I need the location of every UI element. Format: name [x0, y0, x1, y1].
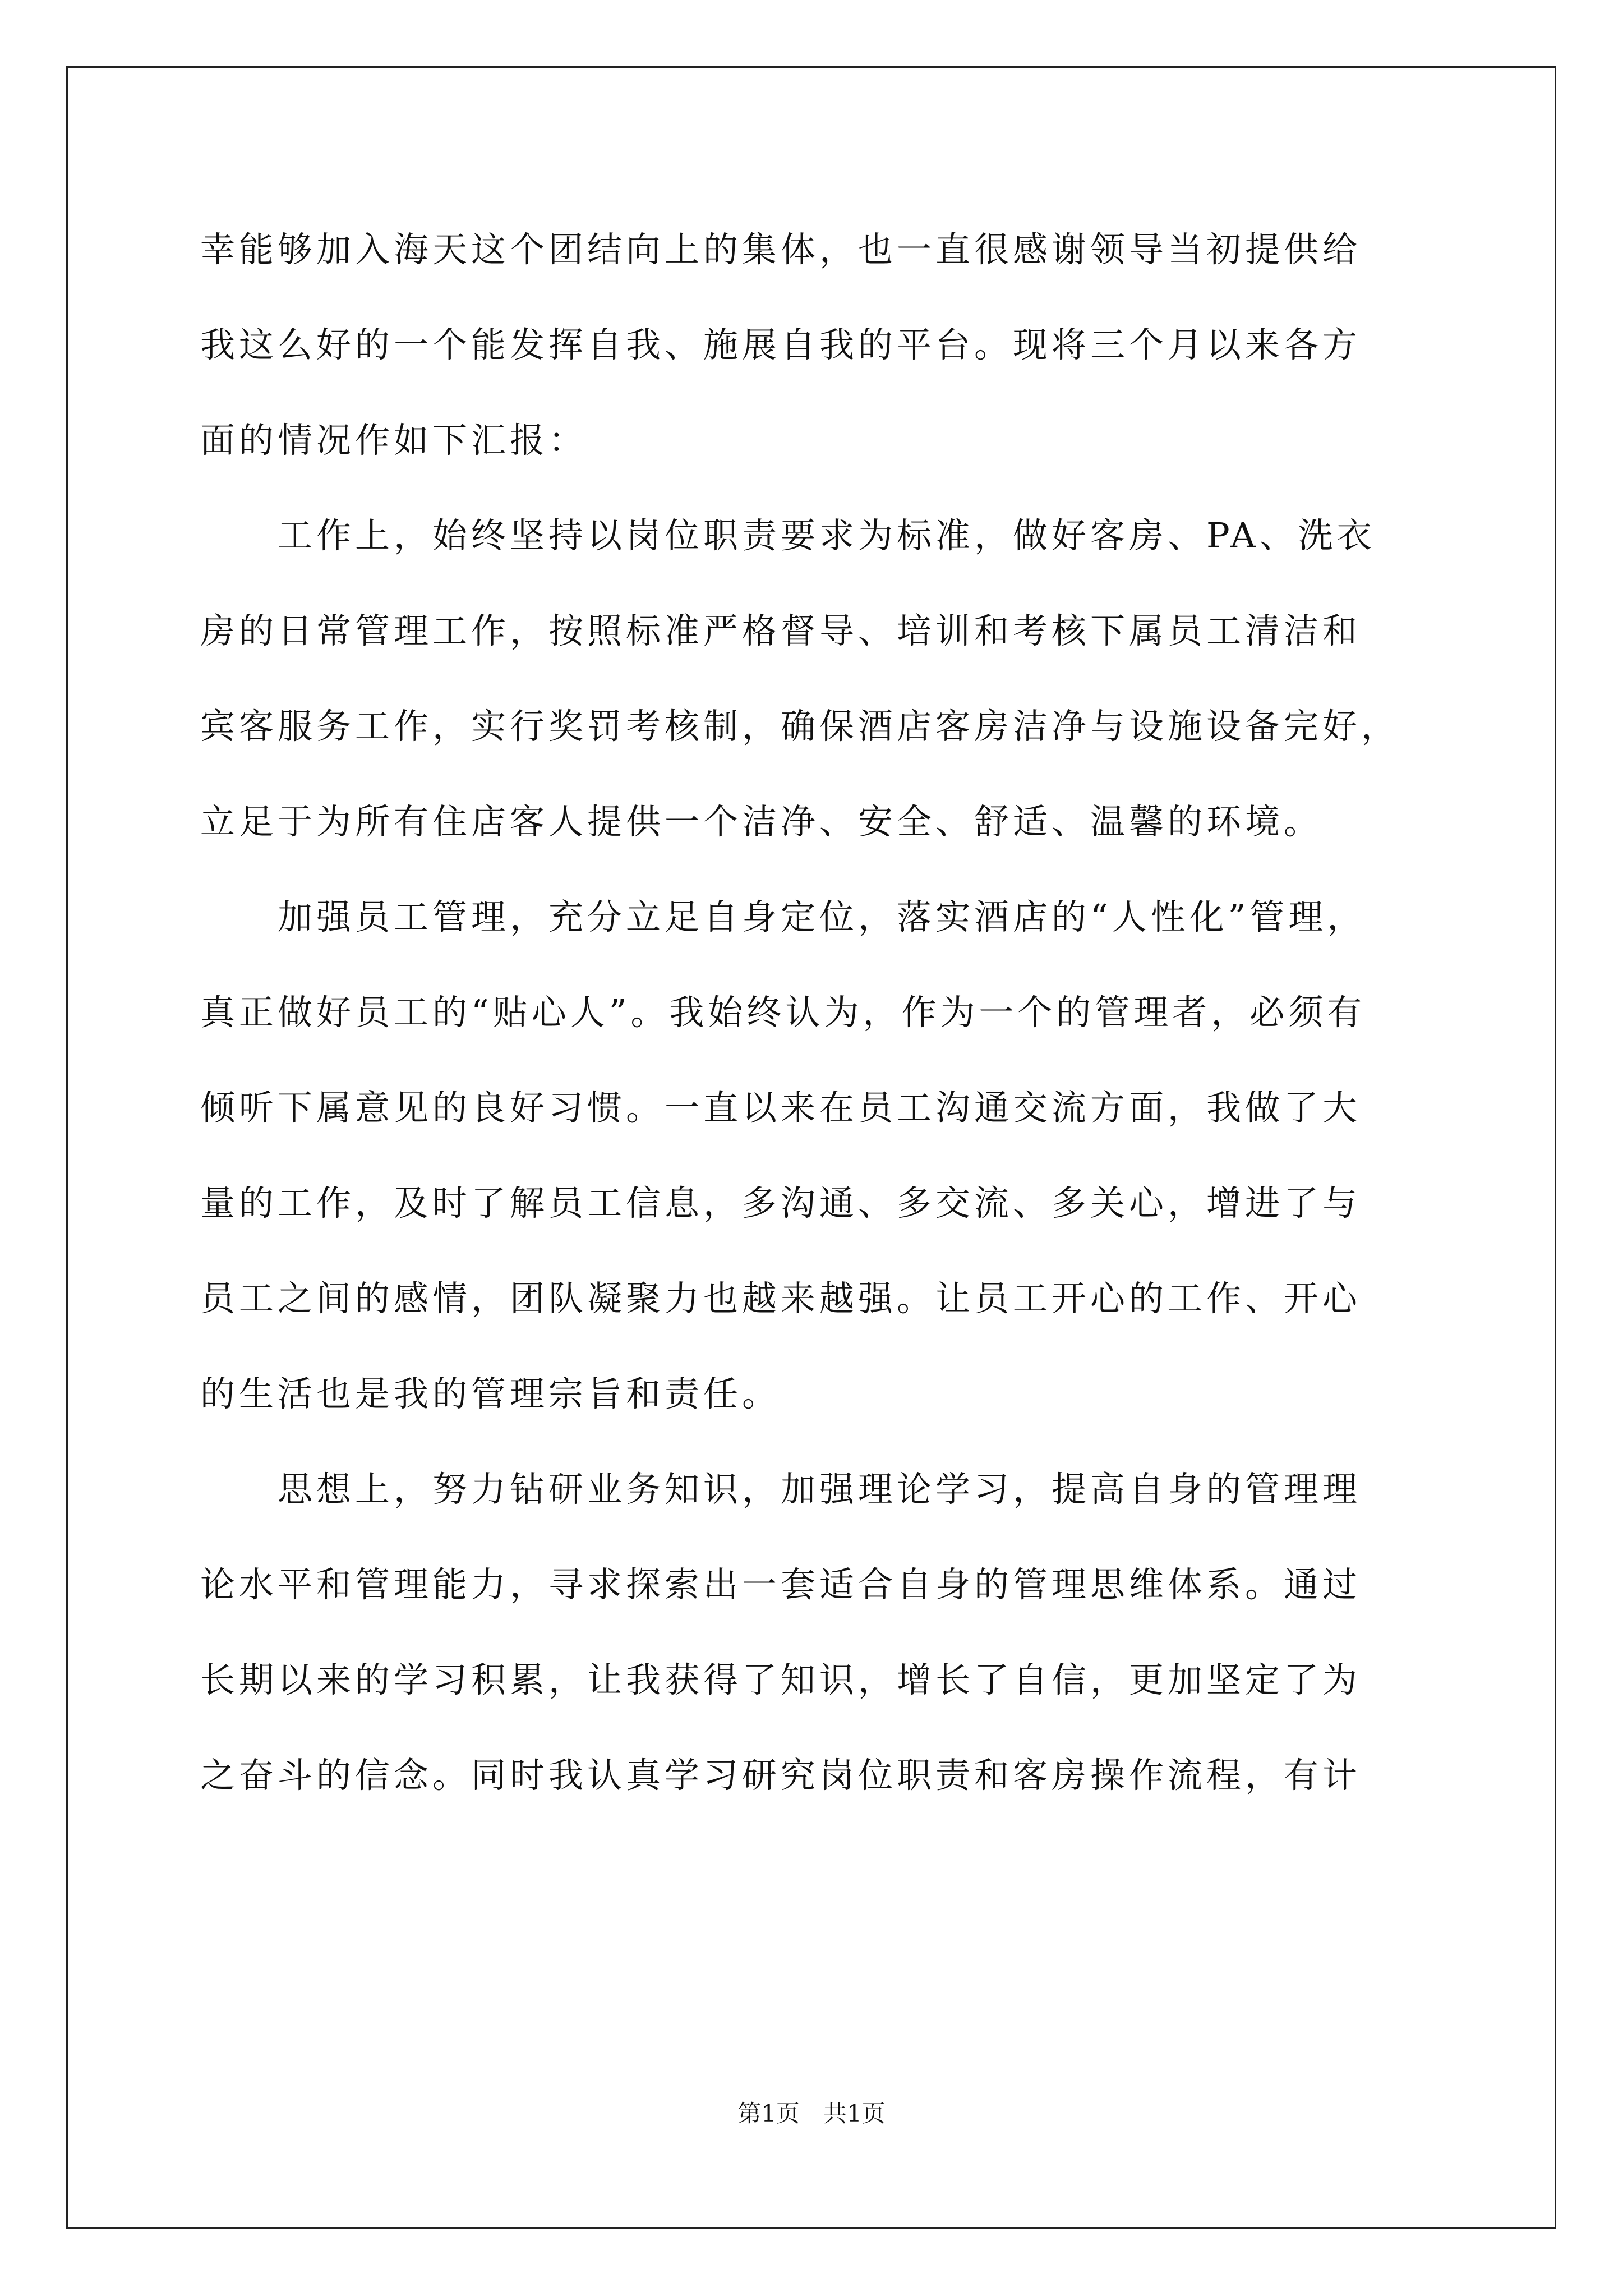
text-line: 之奋斗的信念。同时我认真学习研究岗位职责和客房操作流程，有计	[200, 1755, 1362, 1796]
text-line: 幸能够加入海天这个团结向上的集体，也一直很感谢领导当初提供给	[200, 229, 1362, 270]
text-line: 思想上，努力钻研业务知识，加强理论学习，提高自身的管理理	[200, 1469, 1362, 1510]
text-line: 的生活也是我的管理宗旨和责任。	[200, 1373, 781, 1414]
text-line: 量的工作，及时了解员工信息，多沟通、多交流、多关心，增进了与	[200, 1182, 1362, 1223]
text-line: 真正做好员工的“贴心人”。我始终认为，作为一个的管理者，必须有	[200, 992, 1366, 1033]
text-line: 论水平和管理能力，寻求探索出一套适合自身的管理思维体系。通过	[200, 1564, 1362, 1605]
text-line: 工作上，始终坚持以岗位职责要求为标准，做好客房、PA、洗衣	[200, 515, 1376, 556]
document-body	[200, 216, 1428, 1837]
text-line: 加强员工管理，充分立足自身定位，落实酒店的“人性化”管理，	[200, 896, 1366, 937]
text-line: 面的情况作如下汇报：	[200, 420, 588, 461]
text-line: 倾听下属意见的良好习惯。一直以来在员工沟通交流方面，我做了大	[200, 1087, 1362, 1128]
text-line: 我这么好的一个能发挥自我、施展自我的平台。现将三个月以来各方	[200, 324, 1362, 365]
page-footer	[0, 2097, 1623, 2131]
text-line: 宾客服务工作，实行奖罚考核制，确保酒店客房洁净与设施设备完好，	[200, 706, 1400, 747]
text-line: 员工之间的感情，团队凝聚力也越来越强。让员工开心的工作、开心	[200, 1278, 1362, 1319]
text-line: 长期以来的学习积累，让我获得了知识，增长了自信，更加坚定了为	[200, 1659, 1362, 1700]
page-number: 第1页 共1页	[737, 2100, 886, 2127]
text-line: 立足于为所有住店客人提供一个洁净、安全、舒适、温馨的环境。	[200, 801, 1323, 842]
text-line: 房的日常管理工作，按照标准严格督导、培训和考核下属员工清洁和	[200, 610, 1362, 651]
